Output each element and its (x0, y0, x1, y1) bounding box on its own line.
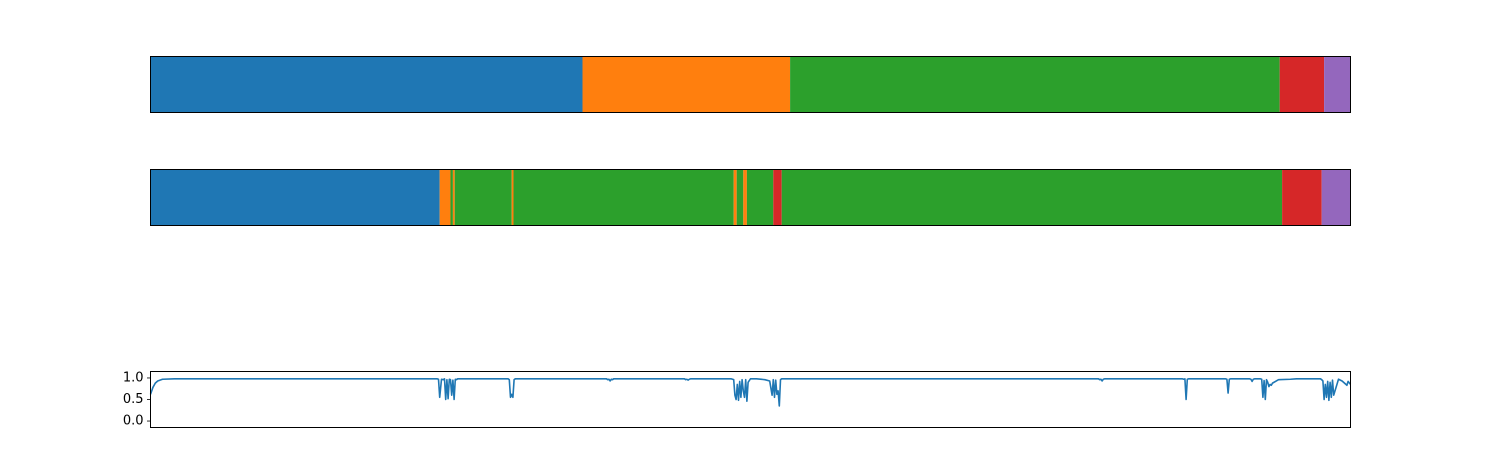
middle-segment-bar-panel (151, 170, 1351, 226)
middle-bar-segment (747, 170, 773, 226)
middle-bar-segment (782, 170, 1282, 226)
y-tick-label: 0.5 (122, 392, 144, 407)
middle-segment-bar-segments (151, 170, 1351, 226)
middle-bar-segment (151, 170, 440, 226)
top-segment-bar-segments (151, 57, 1351, 113)
middle-bar-segment (743, 170, 747, 226)
y-tick-label: 1.0 (122, 370, 144, 386)
top-segment-bar-panel (151, 57, 1351, 113)
top-bar-segment (583, 57, 791, 113)
top-bar-segment (1324, 57, 1350, 113)
middle-bar-segment (1322, 170, 1327, 226)
top-bar-segment (790, 57, 1280, 113)
middle-bar-segment (1327, 170, 1351, 226)
middle-bar-segment (737, 170, 744, 226)
middle-bar-segment (440, 170, 451, 226)
top-bar-segment (1280, 57, 1324, 113)
top-bar-segment (151, 57, 583, 113)
middle-bar-segment (512, 170, 514, 226)
middle-bar-segment (1282, 170, 1322, 226)
middle-bar-segment (514, 170, 734, 226)
middle-bar-segment (451, 170, 453, 226)
y-tick-label: 0.0 (122, 413, 144, 429)
middle-bar-segment (453, 170, 455, 226)
middle-bar-segment (734, 170, 737, 226)
middle-bar-segment (773, 170, 781, 226)
middle-bar-segment (455, 170, 512, 226)
